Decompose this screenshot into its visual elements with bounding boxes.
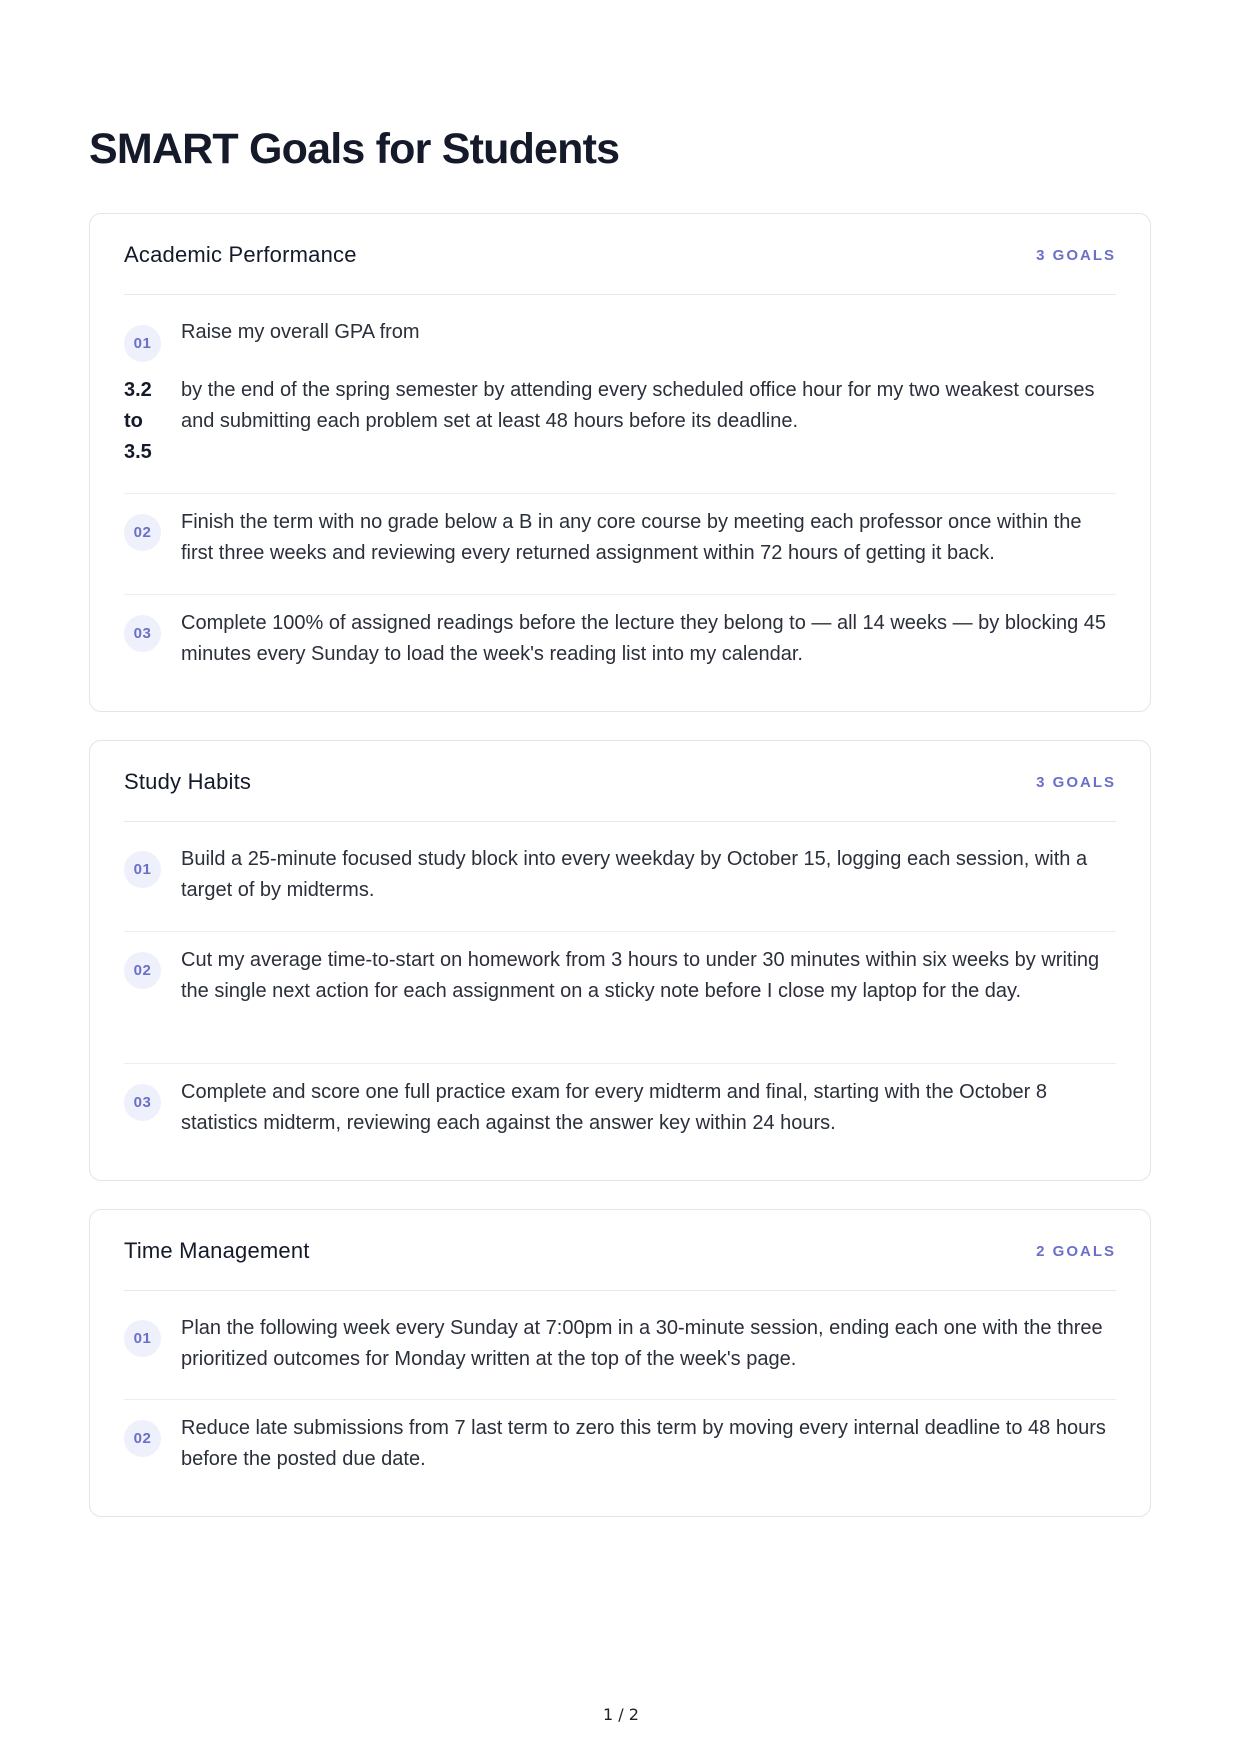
goal-item (124, 1064, 1116, 1179)
goal-number-badge: 01 (124, 325, 161, 362)
section-card-study-habits (89, 740, 1151, 1181)
gpa-range (124, 375, 174, 468)
goal-number-badge: 03 (124, 1084, 161, 1121)
goal-item (124, 822, 1116, 932)
page-indicator: 1 / 2 (603, 1705, 639, 1724)
gpa-to-value: 3.5 (124, 441, 152, 463)
section-card-academic-performance (89, 213, 1151, 712)
page-title: SMART Goals for Students (89, 125, 620, 173)
goal-count-badge: 3 GOALS (1036, 246, 1116, 264)
goal-text: Reduce late submissions from 7 last term to zero this term by moving every internal deadline to 48 hours before the posted due date. (181, 1417, 1106, 1470)
goal-number-badge: 02 (124, 952, 161, 989)
section-card-time-management (89, 1209, 1151, 1517)
goal-item (124, 494, 1116, 595)
goal-item (124, 595, 1116, 710)
section-header (124, 1210, 1116, 1291)
section-title: Academic Performance (124, 242, 357, 267)
section-header (124, 741, 1116, 822)
goal-item (124, 1400, 1116, 1515)
gpa-to-word: to (124, 410, 143, 432)
goal-text: Plan the following week every Sunday at 7:00pm in a 30-minute session, ending each one with the three prioritized outcomes for Monday written at the top of the week's page. (181, 1317, 1103, 1370)
goal-text: Complete and score one full practice exam for every midterm and final, starting with the October 8 statistics midterm, reviewing each against the answer key within 24 hours. (181, 1081, 1047, 1134)
goal-text: Complete 100% of assigned readings before the lecture they belong to — all 14 weeks — by blocking 45 minutes every Sunday to load the week's reading list into my calendar. (181, 612, 1106, 665)
goal-count-badge: 2 GOALS (1036, 1242, 1116, 1260)
goal-item (124, 1291, 1116, 1400)
goal-number-badge: 01 (124, 1320, 161, 1357)
goal-item (124, 932, 1116, 1064)
gpa-from-value: 3.2 (124, 379, 152, 401)
goal-text: Build a 25-minute focused study block into every weekday by October 15, logging each session, with a target of by midterms. (181, 848, 1088, 901)
goal-text: Raise my overall GPA from (181, 321, 420, 343)
goal-item (124, 295, 1116, 494)
goal-number-badge: 02 (124, 514, 161, 551)
goal-number-badge: 03 (124, 615, 161, 652)
goal-text: Cut my average time-to-start on homework from 3 hours to under 30 minutes within six weeks by writing the single next action for each assignment on a sticky note before I close my laptop for the day. (181, 949, 1100, 1002)
goal-count-badge: 3 GOALS (1036, 773, 1116, 791)
section-header (124, 214, 1116, 295)
goal-number-badge: 02 (124, 1420, 161, 1457)
section-title: Study Habits (124, 769, 252, 794)
goal-text-continued: by the end of the spring semester by attending every scheduled office hour for my two weakest courses and submitting each problem set at least 48 hours before its deadline. (181, 379, 1095, 432)
section-title: Time Management (124, 1238, 310, 1263)
goal-number-badge: 01 (124, 851, 161, 888)
goal-text: Finish the term with no grade below a B in any core course by meeting each professor once within the first three weeks and reviewing every returned assignment within 72 hours of getting it back. (181, 511, 1082, 564)
